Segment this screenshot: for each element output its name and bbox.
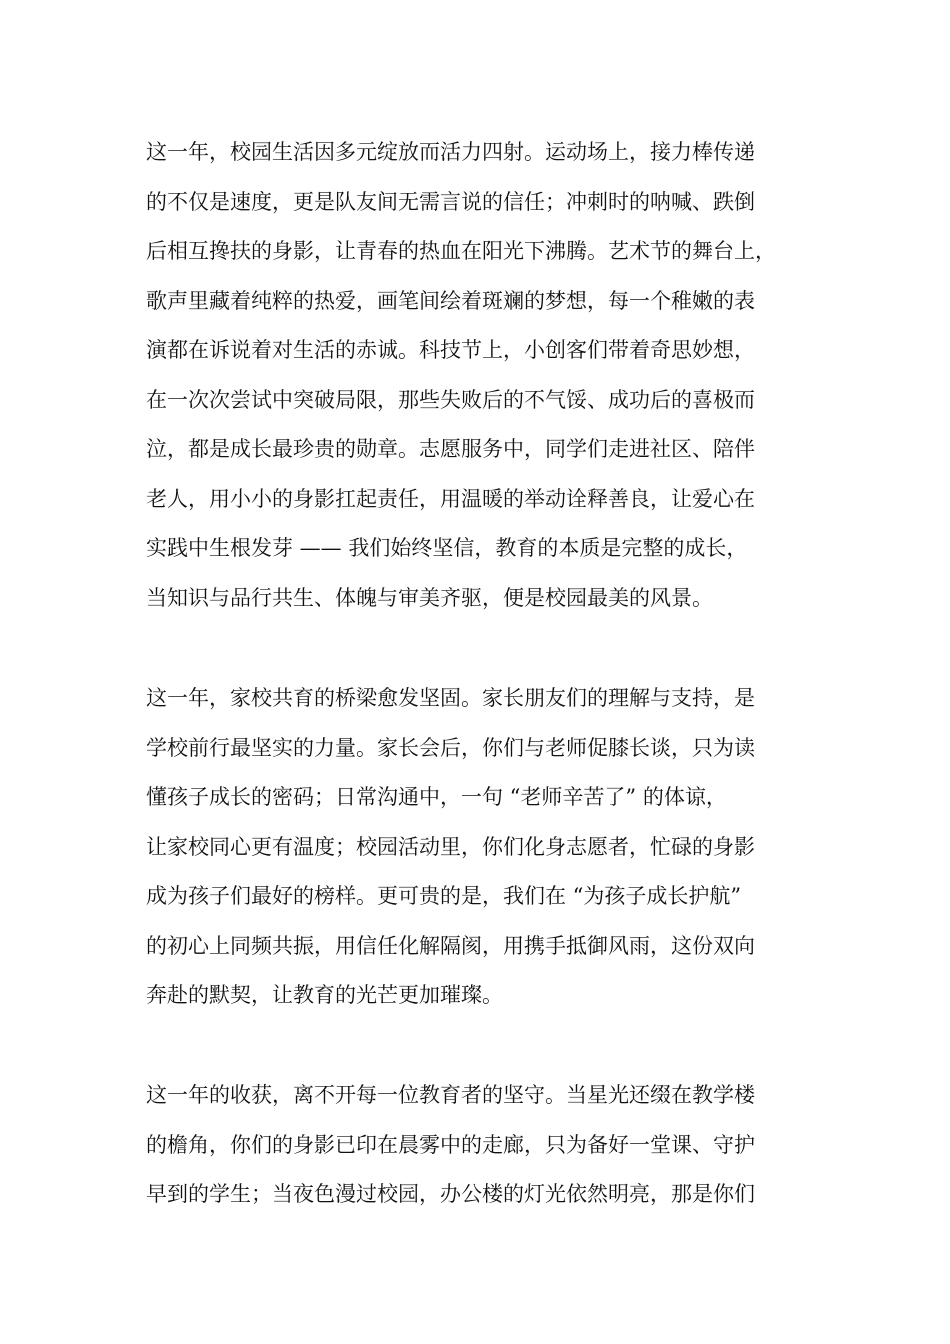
text-line: 这一年，家校共育的桥梁愈发坚固。家长朋友们的理解与支持，是 [146, 686, 755, 710]
text-line: 这一年，校园生活因多元绽放而活力四射。运动场上，接力棒传递 [146, 140, 755, 164]
text-line: 懂孩子成长的密码；日常沟通中，一句 “老师辛苦了” 的体谅， [146, 785, 727, 809]
text-line: 奔赴的默契，让教育的光芒更加璀璨。 [146, 983, 503, 1007]
text-line: 泣，都是成长最珍贵的勋章。志愿服务中，同学们走进社区、陪伴 [146, 437, 755, 461]
text-line: 这一年的收获，离不开每一位教育者的坚守。当星光还缀在教学楼 [146, 1083, 755, 1107]
paragraph-home-school [146, 674, 846, 1021]
text-line: 老人，用小小的身影扛起责任，用温暖的举动诠释善良，让爱心在 [146, 486, 755, 511]
text-line: 在一次次尝试中突破局限，那些失败后的不气馁、成功后的喜极而 [146, 387, 755, 412]
text-line: 的檐角，你们的身影已印在晨雾中的走廊，只为备好一堂课、守护 [146, 1132, 755, 1157]
text-line: 的初心上同频共振，用信任化解隔阂，用携手抵御风雨，这份双向 [146, 933, 755, 958]
text-line: 演都在诉说着对生活的赤诚。科技节上，小创客们带着奇思妙想， [146, 338, 755, 362]
text-line: 让家校同心更有温度；校园活动里，你们化身志愿者，忙碌的身影 [146, 834, 755, 859]
text-line: 的不仅是速度，更是队友间无需言说的信任；冲刺时的呐喊、跌倒 [146, 189, 755, 214]
paragraph-campus-life [146, 128, 846, 623]
text-line: 歌声里藏着纯粹的热爱，画笔间绘着斑斓的梦想，每一个稚嫩的表 [146, 288, 755, 313]
text-line: 后相互搀扶的身影，让青春的热血在阳光下沸腾。艺术节的舞台上， [146, 239, 776, 263]
text-line: 实践中生根发芽 —— 我们始终坚信，教育的本质是完整的成长， [146, 536, 748, 560]
text-line: 当知识与品行共生、体魄与审美齐驱，便是校园最美的风景。 [146, 585, 713, 610]
text-line: 成为孩子们最好的榜样。更可贵的是，我们在 “为孩子成长护航” [146, 884, 742, 908]
text-line: 学校前行最坚实的力量。家长会后，你们与老师促膝长谈，只为读 [146, 735, 755, 760]
paragraph-educators [146, 1071, 846, 1220]
text-line: 早到的学生；当夜色漫过校园，办公楼的灯光依然明亮，那是你们 [146, 1182, 755, 1206]
